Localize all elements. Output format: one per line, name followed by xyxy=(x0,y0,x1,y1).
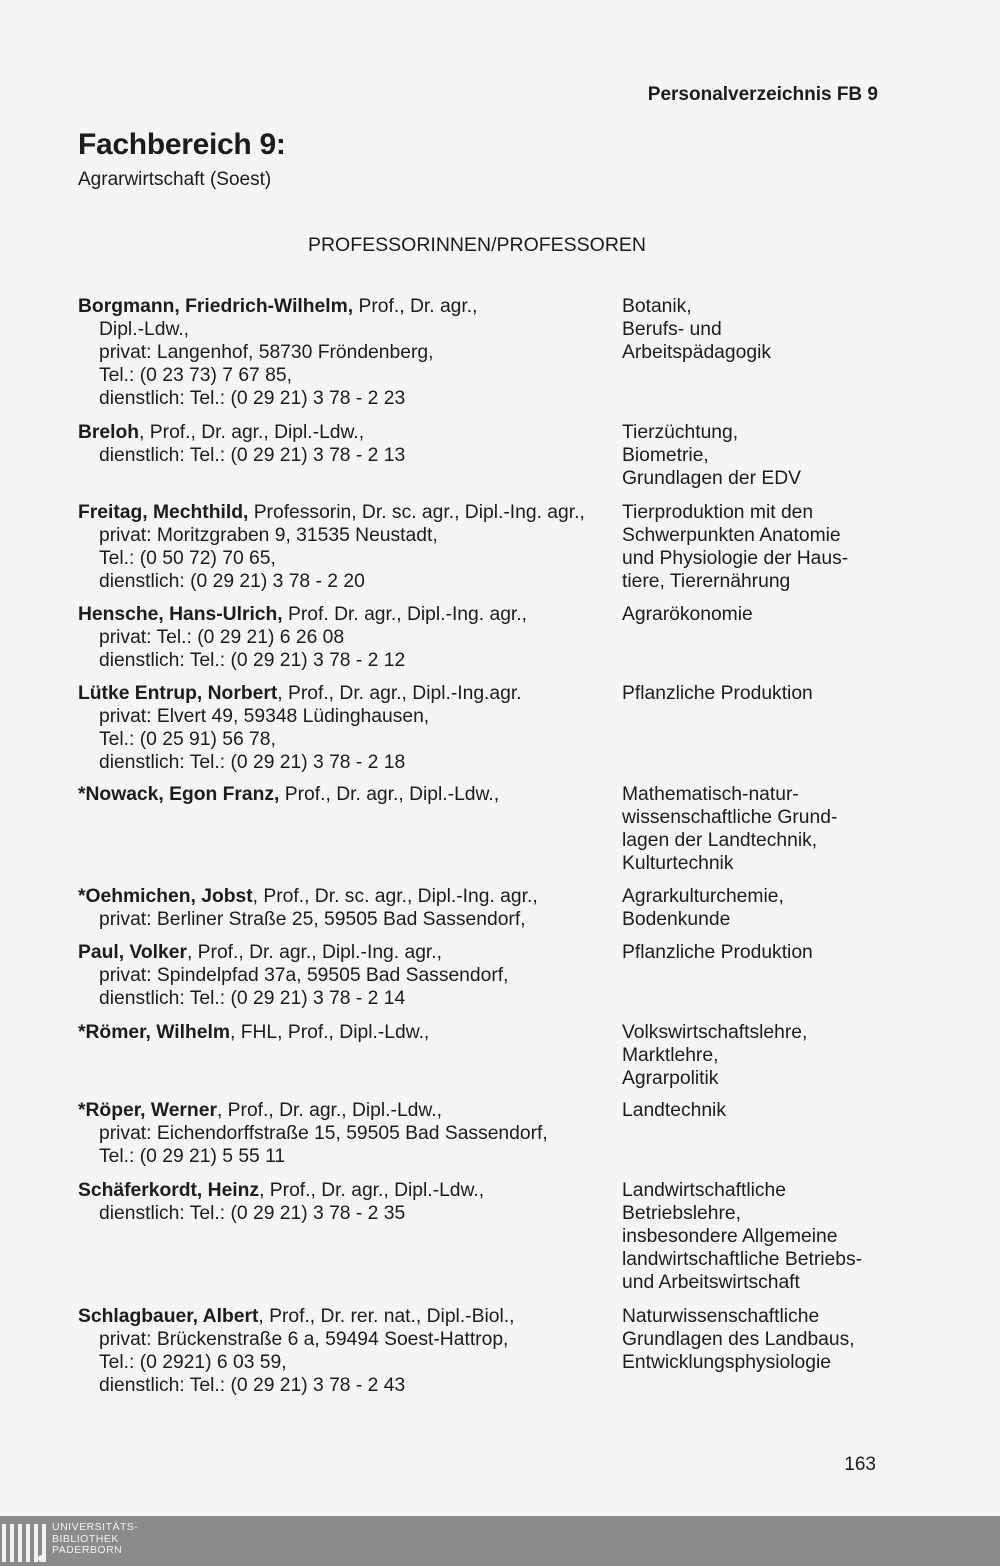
person-detail-line: privat: Brückenstraße 6 a, 59494 Soest-Hattrop, xyxy=(99,1329,509,1350)
subject-line: Landtechnik xyxy=(622,1100,726,1121)
subject-line: wissenschaftliche Grund- xyxy=(622,807,838,828)
person-detail-line: dienstlich: Tel.: (0 29 21) 3 78 - 2 13 xyxy=(99,445,406,466)
person-detail-line: Dipl.-Ldw., xyxy=(99,319,190,340)
page-number: 163 xyxy=(844,1454,876,1475)
entry-person xyxy=(78,682,618,774)
subject-line: Biometrie, xyxy=(622,445,709,466)
section-heading: PROFESSORINNEN/PROFESSOREN xyxy=(307,234,647,256)
library-logo-text xyxy=(52,1522,138,1557)
person-titles: , Prof., Dr. agr., Dipl.-Ldw., xyxy=(259,1180,485,1201)
entry-subject xyxy=(622,1305,952,1374)
subject-line: Landwirtschaftliche xyxy=(622,1180,786,1201)
subject-line: Agrarpolitik xyxy=(622,1068,719,1089)
entry-name-line xyxy=(78,783,618,806)
logo-line: PADERBORN xyxy=(52,1544,123,1556)
person-name: Breloh xyxy=(78,422,140,443)
person-detail-line: privat: Langenhof, 58730 Fröndenberg, xyxy=(99,342,434,363)
entry-person xyxy=(78,295,618,410)
subject-line: Entwicklungsphysiologie xyxy=(622,1352,831,1373)
person-titles: , Prof., Dr. agr., Dipl.-Ldw., xyxy=(139,422,365,443)
person-detail-line: privat: Berliner Straße 25, 59505 Bad Sassendorf, xyxy=(99,909,526,930)
subject-line: Arbeitspädagogik xyxy=(622,342,771,363)
library-logo-dot xyxy=(38,1555,45,1562)
subject-line: Mathematisch-natur- xyxy=(622,784,799,805)
entry-name-line xyxy=(78,885,618,908)
person-name: *Römer, Wilhelm xyxy=(78,1022,230,1043)
person-name: Freitag, Mechthild, xyxy=(78,502,249,523)
page-subtitle: Agrarwirtschaft (Soest) xyxy=(78,169,272,190)
subject-line: Schwerpunkten Anatomie xyxy=(622,525,841,546)
entry-person xyxy=(78,1179,618,1225)
person-titles: , Prof., Dr. agr., Dipl.-Ing.agr. xyxy=(277,683,522,704)
page-title: Fachbereich 9: xyxy=(78,128,286,161)
entry-name-line xyxy=(78,682,618,705)
person-detail-line: Tel.: (0 29 21) 5 55 11 xyxy=(99,1146,286,1167)
entry-person xyxy=(78,885,618,931)
person-detail-line: privat: Eichendorffstraße 15, 59505 Bad Sassendorf, xyxy=(99,1123,548,1144)
person-titles: , Prof., Dr. sc. agr., Dipl.-Ing. agr., xyxy=(252,886,538,907)
person-detail-line: Tel.: (0 23 73) 7 67 85, xyxy=(99,365,292,386)
subject-line: Agrarökonomie xyxy=(622,604,753,625)
subject-line: Grundlagen des Landbaus, xyxy=(622,1329,855,1350)
person-detail-line: privat: Spindelpfad 37a, 59505 Bad Sassendorf, xyxy=(99,965,509,986)
person-name: Schlagbauer, Albert xyxy=(78,1306,259,1327)
entry-subject xyxy=(622,885,952,931)
person-name: *Oehmichen, Jobst xyxy=(78,886,253,907)
subject-line: tiere, Tierernährung xyxy=(622,571,791,592)
person-name: Hensche, Hans-Ulrich, xyxy=(78,604,283,625)
person-name: Schäferkordt, Heinz xyxy=(78,1180,260,1201)
person-detail-line: dienstlich: Tel.: (0 29 21) 3 78 - 2 14 xyxy=(99,988,406,1009)
person-detail-line: dienstlich: Tel.: (0 29 21) 3 78 - 2 35 xyxy=(99,1203,406,1224)
entry-subject xyxy=(622,941,952,964)
person-name: *Röper, Werner xyxy=(78,1100,217,1121)
entry-name-line xyxy=(78,1305,618,1328)
entry-name-line xyxy=(78,1021,618,1044)
subject-line: Berufs- und xyxy=(622,319,722,340)
subject-line: insbesondere Allgemeine xyxy=(622,1226,838,1247)
entry-name-line xyxy=(78,941,618,964)
person-detail-line: dienstlich: Tel.: (0 29 21) 3 78 - 2 12 xyxy=(99,650,406,671)
entry-subject xyxy=(622,1021,952,1090)
entry-name-line xyxy=(78,501,618,524)
person-titles: , FHL, Prof., Dipl.-Ldw., xyxy=(229,1022,430,1043)
entry-person xyxy=(78,941,618,1010)
subject-line: Grundlagen der EDV xyxy=(622,468,801,489)
subject-line: lagen der Landtechnik, xyxy=(622,830,818,851)
entry-name-line xyxy=(78,1179,618,1202)
entry-person xyxy=(78,421,618,467)
entry-name-line xyxy=(78,1099,618,1122)
person-detail-line: dienstlich: (0 29 21) 3 78 - 2 20 xyxy=(99,571,365,592)
person-detail-line: dienstlich: Tel.: (0 29 21) 3 78 - 2 23 xyxy=(99,388,406,409)
subject-line: Kulturtechnik xyxy=(622,853,734,874)
person-name: Borgmann, Friedrich-Wilhelm, xyxy=(78,296,354,317)
entry-person xyxy=(78,1021,618,1044)
person-detail-line: Tel.: (0 50 72) 70 65, xyxy=(99,548,276,569)
subject-line: Pflanzliche Produktion xyxy=(622,942,813,963)
person-name: Paul, Volker xyxy=(78,942,187,963)
person-detail-line: Tel.: (0 25 91) 56 78, xyxy=(99,729,276,750)
subject-line: Betriebslehre, xyxy=(622,1203,741,1224)
person-titles: , Prof., Dr. agr., Dipl.-Ldw., xyxy=(216,1100,442,1121)
entry-subject xyxy=(622,682,952,705)
entry-subject xyxy=(622,1099,952,1122)
person-titles: Prof., Dr. agr., xyxy=(353,296,478,317)
subject-line: Volkswirtschaftslehre, xyxy=(622,1022,808,1043)
subject-line: Tierzüchtung, xyxy=(622,422,739,443)
person-detail-line: Tel.: (0 2921) 6 03 59, xyxy=(99,1352,287,1373)
entry-subject xyxy=(622,1179,952,1294)
subject-line: Bodenkunde xyxy=(622,909,731,930)
running-head: Personalverzeichnis FB 9 xyxy=(647,84,878,105)
entry-person xyxy=(78,1305,618,1397)
logo-line: BIBLIOTHEK xyxy=(52,1532,119,1545)
entry-subject xyxy=(622,501,952,593)
entry-person xyxy=(78,603,618,672)
entry-name-line xyxy=(78,603,618,626)
entry-person xyxy=(78,501,618,593)
subject-line: Agrarkulturchemie, xyxy=(622,886,784,907)
subject-line: und Physiologie der Haus- xyxy=(622,548,849,569)
person-detail-line: privat: Tel.: (0 29 21) 6 26 08 xyxy=(99,627,345,648)
subject-line: Marktlehre, xyxy=(622,1045,719,1066)
subject-line: Naturwissenschaftliche xyxy=(622,1306,820,1327)
entry-subject xyxy=(622,603,952,626)
person-detail-line: dienstlich: Tel.: (0 29 21) 3 78 - 2 43 xyxy=(99,1375,406,1396)
subject-line: Tierproduktion mit den xyxy=(622,502,814,523)
entry-subject xyxy=(622,421,952,490)
person-name: *Nowack, Egon Franz, xyxy=(78,784,280,805)
subject-line: Botanik, xyxy=(622,296,692,317)
person-titles: , Prof., Dr. rer. nat., Dipl.-Biol., xyxy=(258,1306,515,1327)
person-name: Lütke Entrup, Norbert xyxy=(78,683,278,704)
subject-line: und Arbeitswirtschaft xyxy=(622,1272,800,1293)
person-titles: , Prof., Dr. agr., Dipl.-Ing. agr., xyxy=(186,942,442,963)
entry-person xyxy=(78,1099,618,1168)
person-titles: Prof. Dr. agr., Dipl.-Ing. agr., xyxy=(282,604,527,625)
entry-name-line xyxy=(78,295,618,318)
entry-person xyxy=(78,783,618,806)
library-footer-bar xyxy=(0,1516,1000,1566)
subject-line: landwirtschaftliche Betriebs- xyxy=(622,1249,863,1270)
entry-subject xyxy=(622,295,952,364)
subject-line: Pflanzliche Produktion xyxy=(622,683,813,704)
entry-subject xyxy=(622,783,952,875)
person-titles: Professorin, Dr. sc. agr., Dipl.-Ing. agr., xyxy=(248,502,585,523)
person-detail-line: privat: Elvert 49, 59348 Lüdinghausen, xyxy=(99,706,430,727)
entry-name-line xyxy=(78,421,618,444)
logo-line: UNIVERSITÄTS- xyxy=(52,1521,139,1533)
person-detail-line: dienstlich: Tel.: (0 29 21) 3 78 - 2 18 xyxy=(99,752,406,773)
person-detail-line: privat: Moritzgraben 9, 31535 Neustadt, xyxy=(99,525,438,546)
person-titles: Prof., Dr. agr., Dipl.-Ldw., xyxy=(279,784,500,805)
